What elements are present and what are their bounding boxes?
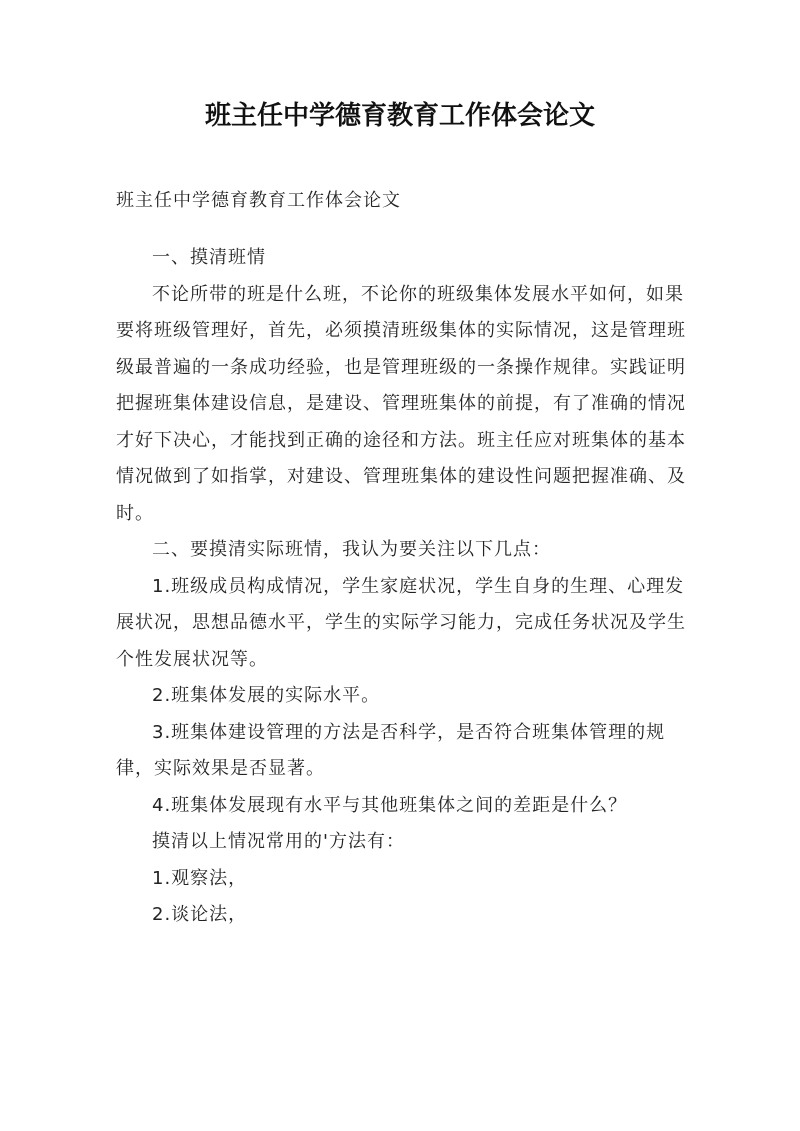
method-item-2: 2.谈论法，: [152, 904, 248, 925]
list-item-1: 1.班级成员构成情况，学生家庭状况，学生自身的生理、心理发展状况，思想品德水平，学生的实际学习能力，完成任务状况及学生个性发展状况等。: [116, 575, 686, 670]
method-item-1: 1.观察法，: [152, 867, 248, 889]
document-title: 班主任中学德育教育工作体会论文: [204, 101, 595, 131]
document-subtitle: 班主任中学德育教育工作体会论文: [116, 190, 401, 211]
methods-intro: 摸清以上情况常用的'方法有：: [152, 831, 405, 852]
paragraph-1: 不论所带的班是什么班，不论你的班级集体发展水平如何，如果要将班级管理好，首先，必须摸清班级集体的实际情况，这是管理班级最普遍的一条成功经验，也是管理班级的一条操作规律。实践证明把握班集体建设信息，是建设、管理班集体的前提，有了准确的情况才好下决心，才能找到正确的途径和方法。班主任应对班集体的基本情况做到了如指掌，对建设、管理班集体的建设性问题把握准确、及时。: [116, 283, 686, 524]
list-item-2: 2.班集体发展的实际水平。: [152, 685, 381, 706]
section-heading-1: 一、摸清班情: [152, 247, 266, 268]
list-item-4: 4.班集体发展现有水平与其他班集体之间的差距是什么？: [152, 794, 628, 816]
list-item-3: 3.班集体建设管理的方法是否科学，是否符合班集体管理的规律，实际效果是否显著。: [116, 721, 666, 779]
section-heading-2: 二、要摸清实际班情，我认为要关注以下几点：: [152, 539, 551, 560]
document-body: [116, 240, 691, 934]
